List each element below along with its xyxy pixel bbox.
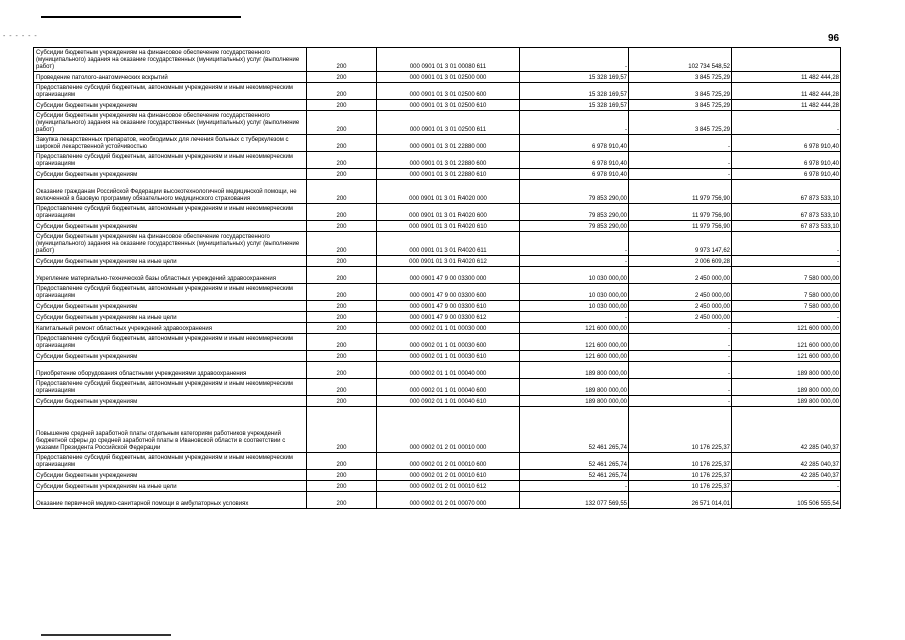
row-budget-code: 000 0901 01 3 01 00080 611 bbox=[377, 48, 520, 72]
row-value-remaining: 121 600 000,00 bbox=[732, 351, 841, 362]
row-value-approved: 79 853 290,00 bbox=[520, 204, 629, 221]
row-admin-code: 200 bbox=[307, 334, 377, 351]
table-row bbox=[34, 407, 841, 453]
row-value-remaining: 42 285 040,37 bbox=[732, 453, 841, 470]
table-row bbox=[34, 312, 841, 323]
row-value-approved: 189 800 000,00 bbox=[520, 379, 629, 396]
row-admin-code: 200 bbox=[307, 351, 377, 362]
row-value-remaining: 67 873 533,10 bbox=[732, 221, 841, 232]
row-name: Субсидии бюджетным учреждениям на иные цели bbox=[34, 256, 307, 267]
row-budget-code: 000 0902 01 1 01 00030 600 bbox=[377, 334, 520, 351]
table-row bbox=[34, 301, 841, 312]
table-row bbox=[34, 492, 841, 509]
row-budget-code: 000 0902 01 1 01 00040 610 bbox=[377, 396, 520, 407]
row-name: Субсидии бюджетным учреждениям bbox=[34, 221, 307, 232]
row-value-approved: - bbox=[520, 48, 629, 72]
table-row bbox=[34, 111, 841, 135]
row-value-executed: 9 973 147,62 bbox=[629, 232, 732, 256]
row-budget-code: 000 0901 47 9 00 03300 610 bbox=[377, 301, 520, 312]
row-admin-code: 200 bbox=[307, 180, 377, 204]
row-value-remaining: 42 285 040,37 bbox=[732, 407, 841, 453]
row-budget-code: 000 0902 01 1 01 00040 000 bbox=[377, 362, 520, 379]
row-value-approved: 6 978 910,40 bbox=[520, 169, 629, 180]
table-row bbox=[34, 232, 841, 256]
row-name: Предоставление субсидий бюджетным, автономным учреждениям и иным некоммерческим организациям bbox=[34, 152, 307, 169]
row-admin-code: 200 bbox=[307, 407, 377, 453]
margin-mark: - - - - - - bbox=[3, 33, 38, 40]
row-admin-code: 200 bbox=[307, 301, 377, 312]
row-value-executed: 3 845 725,29 bbox=[629, 72, 732, 83]
row-value-approved: 79 853 290,00 bbox=[520, 180, 629, 204]
row-name: Субсидии бюджетным учреждениям bbox=[34, 301, 307, 312]
row-value-remaining: 67 873 533,10 bbox=[732, 204, 841, 221]
row-name: Укрепление материально-технической базы областных учреждений здравоохранения bbox=[34, 267, 307, 284]
row-value-executed: 11 979 756,90 bbox=[629, 204, 732, 221]
row-value-executed: - bbox=[629, 379, 732, 396]
row-value-remaining: 105 506 555,54 bbox=[732, 492, 841, 509]
table-row bbox=[34, 135, 841, 152]
row-value-remaining: 6 978 910,40 bbox=[732, 135, 841, 152]
row-value-executed: 26 571 014,01 bbox=[629, 492, 732, 509]
row-name: Субсидии бюджетным учреждениям bbox=[34, 100, 307, 111]
row-value-remaining bbox=[732, 48, 841, 72]
row-budget-code: 000 0902 01 1 01 00030 610 bbox=[377, 351, 520, 362]
bottom-rule bbox=[41, 634, 171, 636]
row-value-remaining: 67 873 533,10 bbox=[732, 180, 841, 204]
row-admin-code: 200 bbox=[307, 111, 377, 135]
table-row bbox=[34, 256, 841, 267]
row-value-approved: - bbox=[520, 232, 629, 256]
table-row bbox=[34, 396, 841, 407]
row-value-remaining: 121 600 000,00 bbox=[732, 334, 841, 351]
row-value-approved: - bbox=[520, 481, 629, 492]
row-budget-code: 000 0901 01 3 01 R4020 600 bbox=[377, 204, 520, 221]
row-budget-code: 000 0901 01 3 01 02500 000 bbox=[377, 72, 520, 83]
row-name: Субсидии бюджетным учреждениям на иные цели bbox=[34, 481, 307, 492]
budget-table bbox=[33, 47, 841, 509]
row-name: Предоставление субсидий бюджетным, автономным учреждениям и иным некоммерческим организациям bbox=[34, 379, 307, 396]
row-value-remaining: - bbox=[732, 312, 841, 323]
row-value-remaining: - bbox=[732, 232, 841, 256]
row-value-executed: 10 176 225,37 bbox=[629, 481, 732, 492]
row-value-remaining: 7 580 000,00 bbox=[732, 284, 841, 301]
row-admin-code: 200 bbox=[307, 83, 377, 100]
row-value-executed: 11 979 756,90 bbox=[629, 221, 732, 232]
row-budget-code: 000 0901 01 3 01 R4020 000 bbox=[377, 180, 520, 204]
row-value-executed: 2 450 000,00 bbox=[629, 284, 732, 301]
row-value-approved: - bbox=[520, 312, 629, 323]
row-name: Приобретение оборудования областными учреждениями здравоохранения bbox=[34, 362, 307, 379]
row-budget-code: 000 0901 01 3 01 22880 610 bbox=[377, 169, 520, 180]
table-row bbox=[34, 284, 841, 301]
table-row bbox=[34, 334, 841, 351]
table-row bbox=[34, 152, 841, 169]
row-value-executed: - bbox=[629, 169, 732, 180]
table-row bbox=[34, 379, 841, 396]
row-name: Субсидии бюджетным учреждениям bbox=[34, 396, 307, 407]
row-admin-code: 200 bbox=[307, 267, 377, 284]
table-row bbox=[34, 351, 841, 362]
row-name: Субсидии бюджетным учреждениям на финансовое обеспечение государственного (муниципального) задания на оказание государственных (муниципальных) услуг (выполнение работ) bbox=[34, 48, 307, 72]
row-admin-code: 200 bbox=[307, 470, 377, 481]
row-value-remaining: 189 800 000,00 bbox=[732, 379, 841, 396]
row-value-approved: 189 800 000,00 bbox=[520, 362, 629, 379]
table-row bbox=[34, 481, 841, 492]
row-name: Оказание гражданам Российской Федерации высокотехнологичной медицинской помощи, не включенной в базовую программу обязательного медицинского страхования bbox=[34, 180, 307, 204]
row-name: Субсидии бюджетным учреждениям на финансовое обеспечение государственного (муниципального) задания на оказание государственных (муниципальных) услуг (выполнение работ) bbox=[34, 232, 307, 256]
table-row bbox=[34, 48, 841, 72]
row-admin-code: 200 bbox=[307, 284, 377, 301]
row-value-executed: - bbox=[629, 396, 732, 407]
row-name: Закупка лекарственных препаратов, необходимых для лечения больных с туберкулезом с широкой лекарственной устойчивостью bbox=[34, 135, 307, 152]
row-value-approved: 10 030 000,00 bbox=[520, 267, 629, 284]
row-value-executed: 3 845 725,29 bbox=[629, 83, 732, 100]
budget-table-body bbox=[34, 48, 841, 509]
row-value-remaining: 7 580 000,00 bbox=[732, 301, 841, 312]
row-admin-code: 200 bbox=[307, 169, 377, 180]
row-value-executed: - bbox=[629, 152, 732, 169]
table-row bbox=[34, 83, 841, 100]
row-admin-code: 200 bbox=[307, 232, 377, 256]
row-budget-code: 000 0902 01 2 01 00010 600 bbox=[377, 453, 520, 470]
row-budget-code: 000 0901 01 3 01 22880 000 bbox=[377, 135, 520, 152]
row-budget-code: 000 0902 01 1 01 00030 000 bbox=[377, 323, 520, 334]
row-name: Предоставление субсидий бюджетным, автономным учреждениям и иным некоммерческим организациям bbox=[34, 334, 307, 351]
row-value-approved: 52 461 265,74 bbox=[520, 453, 629, 470]
row-name: Предоставление субсидий бюджетным, автономным учреждениям и иным некоммерческим организациям bbox=[34, 453, 307, 470]
row-value-executed: - bbox=[629, 334, 732, 351]
row-value-approved: 52 461 265,74 bbox=[520, 470, 629, 481]
row-name: Капитальный ремонт областных учреждений здравоохранения bbox=[34, 323, 307, 334]
row-name: Субсидии бюджетным учреждениям bbox=[34, 169, 307, 180]
row-value-executed: 2 450 000,00 bbox=[629, 267, 732, 284]
table-row bbox=[34, 169, 841, 180]
row-value-approved: 189 800 000,00 bbox=[520, 396, 629, 407]
row-value-approved: 15 328 169,57 bbox=[520, 72, 629, 83]
row-value-approved: - bbox=[520, 111, 629, 135]
row-value-approved: 10 030 000,00 bbox=[520, 301, 629, 312]
row-value-remaining: 6 978 910,40 bbox=[732, 152, 841, 169]
row-value-remaining: 11 482 444,28 bbox=[732, 83, 841, 100]
row-value-executed: 10 176 225,37 bbox=[629, 453, 732, 470]
table-row bbox=[34, 362, 841, 379]
row-value-approved: 15 328 169,57 bbox=[520, 83, 629, 100]
row-admin-code: 200 bbox=[307, 362, 377, 379]
row-admin-code: 200 bbox=[307, 72, 377, 83]
row-name: Проведение патолого-анатомических вскрытий bbox=[34, 72, 307, 83]
row-value-remaining: 7 580 000,00 bbox=[732, 267, 841, 284]
table-row bbox=[34, 100, 841, 111]
row-value-remaining: 121 600 000,00 bbox=[732, 323, 841, 334]
row-admin-code: 200 bbox=[307, 396, 377, 407]
row-value-remaining: 189 800 000,00 bbox=[732, 396, 841, 407]
row-budget-code: 000 0901 01 3 01 22880 600 bbox=[377, 152, 520, 169]
row-value-executed: 3 845 725,29 bbox=[629, 100, 732, 111]
row-name: Предоставление субсидий бюджетным, автономным учреждениям и иным некоммерческим организациям bbox=[34, 284, 307, 301]
row-value-approved: 52 461 265,74 bbox=[520, 407, 629, 453]
row-budget-code: 000 0901 01 3 01 R4020 612 bbox=[377, 256, 520, 267]
row-value-executed: 102 734 548,52 bbox=[629, 48, 732, 72]
row-name: Предоставление субсидий бюджетным, автономным учреждениям и иным некоммерческим организациям bbox=[34, 83, 307, 100]
row-admin-code: 200 bbox=[307, 256, 377, 267]
row-value-remaining: - bbox=[732, 111, 841, 135]
row-budget-code: 000 0901 01 3 01 02500 610 bbox=[377, 100, 520, 111]
row-name: Оказание первичной медико-санитарной помощи в амбулаторных условиях bbox=[34, 492, 307, 509]
row-budget-code: 000 0902 01 2 01 00010 610 bbox=[377, 470, 520, 481]
row-value-approved: 10 030 000,00 bbox=[520, 284, 629, 301]
row-value-approved: 121 600 000,00 bbox=[520, 334, 629, 351]
row-budget-code: 000 0901 47 9 00 03300 600 bbox=[377, 284, 520, 301]
table-row bbox=[34, 453, 841, 470]
row-value-executed: 3 845 725,29 bbox=[629, 111, 732, 135]
row-budget-code: 000 0901 47 9 00 03300 000 bbox=[377, 267, 520, 284]
row-value-remaining: 6 978 910,40 bbox=[732, 169, 841, 180]
row-admin-code: 200 bbox=[307, 481, 377, 492]
row-budget-code: 000 0901 01 3 01 R4020 610 bbox=[377, 221, 520, 232]
row-value-approved: - bbox=[520, 256, 629, 267]
row-admin-code: 200 bbox=[307, 48, 377, 72]
row-admin-code: 200 bbox=[307, 312, 377, 323]
row-name: Субсидии бюджетным учреждениям bbox=[34, 470, 307, 481]
row-admin-code: 200 bbox=[307, 152, 377, 169]
table-row bbox=[34, 204, 841, 221]
row-budget-code: 000 0902 01 2 01 00010 612 bbox=[377, 481, 520, 492]
row-budget-code: 000 0902 01 1 01 00040 600 bbox=[377, 379, 520, 396]
row-value-remaining: - bbox=[732, 256, 841, 267]
row-admin-code: 200 bbox=[307, 100, 377, 111]
row-name: Повышение средней заработной платы отдельным категориям работников учреждений бюджетной сферы до средней заработной платы в Ивановской области в соответствии с указами Президента Российской Федерации bbox=[34, 407, 307, 453]
row-value-approved: 132 077 569,55 bbox=[520, 492, 629, 509]
row-value-executed: 10 176 225,37 bbox=[629, 407, 732, 453]
row-value-approved: 121 600 000,00 bbox=[520, 323, 629, 334]
row-admin-code: 200 bbox=[307, 204, 377, 221]
row-name: Субсидии бюджетным учреждениям bbox=[34, 351, 307, 362]
row-value-executed: - bbox=[629, 135, 732, 152]
row-value-executed: - bbox=[629, 323, 732, 334]
row-value-remaining: - bbox=[732, 481, 841, 492]
row-admin-code: 200 bbox=[307, 453, 377, 470]
row-budget-code: 000 0901 01 3 01 R4020 611 bbox=[377, 232, 520, 256]
row-value-executed: - bbox=[629, 351, 732, 362]
table-row bbox=[34, 323, 841, 334]
page-number: 96 bbox=[828, 33, 840, 44]
table-row bbox=[34, 72, 841, 83]
row-value-remaining: 11 482 444,28 bbox=[732, 72, 841, 83]
top-rule bbox=[41, 16, 241, 18]
row-name: Субсидии бюджетным учреждениям на иные цели bbox=[34, 312, 307, 323]
row-admin-code: 200 bbox=[307, 492, 377, 509]
row-budget-code: 000 0902 01 2 01 00010 000 bbox=[377, 407, 520, 453]
row-value-remaining: 11 482 444,28 bbox=[732, 100, 841, 111]
row-value-remaining: 42 285 040,37 bbox=[732, 470, 841, 481]
row-value-executed: 2 006 609,28 bbox=[629, 256, 732, 267]
row-admin-code: 200 bbox=[307, 135, 377, 152]
row-name: Субсидии бюджетным учреждениям на финансовое обеспечение государственного (муниципального) задания на оказание государственных (муниципальных) услуг (выполнение работ) bbox=[34, 111, 307, 135]
row-value-approved: 6 978 910,40 bbox=[520, 152, 629, 169]
row-value-executed: 2 450 000,00 bbox=[629, 312, 732, 323]
row-admin-code: 200 bbox=[307, 323, 377, 334]
row-budget-code: 000 0901 01 3 01 02500 600 bbox=[377, 83, 520, 100]
table-row bbox=[34, 470, 841, 481]
row-value-approved: 15 328 169,57 bbox=[520, 100, 629, 111]
table-row bbox=[34, 221, 841, 232]
table-row bbox=[34, 267, 841, 284]
row-value-executed: - bbox=[629, 362, 732, 379]
row-value-executed: 2 450 000,00 bbox=[629, 301, 732, 312]
row-value-approved: 121 600 000,00 bbox=[520, 351, 629, 362]
row-admin-code: 200 bbox=[307, 379, 377, 396]
row-admin-code: 200 bbox=[307, 221, 377, 232]
row-name: Предоставление субсидий бюджетным, автономным учреждениям и иным некоммерческим организациям bbox=[34, 204, 307, 221]
row-value-executed: 11 979 756,90 bbox=[629, 180, 732, 204]
table-row bbox=[34, 180, 841, 204]
row-value-approved: 6 978 910,40 bbox=[520, 135, 629, 152]
row-budget-code: 000 0901 01 3 01 02500 611 bbox=[377, 111, 520, 135]
row-value-approved: 79 853 290,00 bbox=[520, 221, 629, 232]
row-value-executed: 10 176 225,37 bbox=[629, 470, 732, 481]
row-budget-code: 000 0901 47 9 00 03300 612 bbox=[377, 312, 520, 323]
row-value-remaining: 189 800 000,00 bbox=[732, 362, 841, 379]
row-budget-code: 000 0902 01 2 01 00070 000 bbox=[377, 492, 520, 509]
